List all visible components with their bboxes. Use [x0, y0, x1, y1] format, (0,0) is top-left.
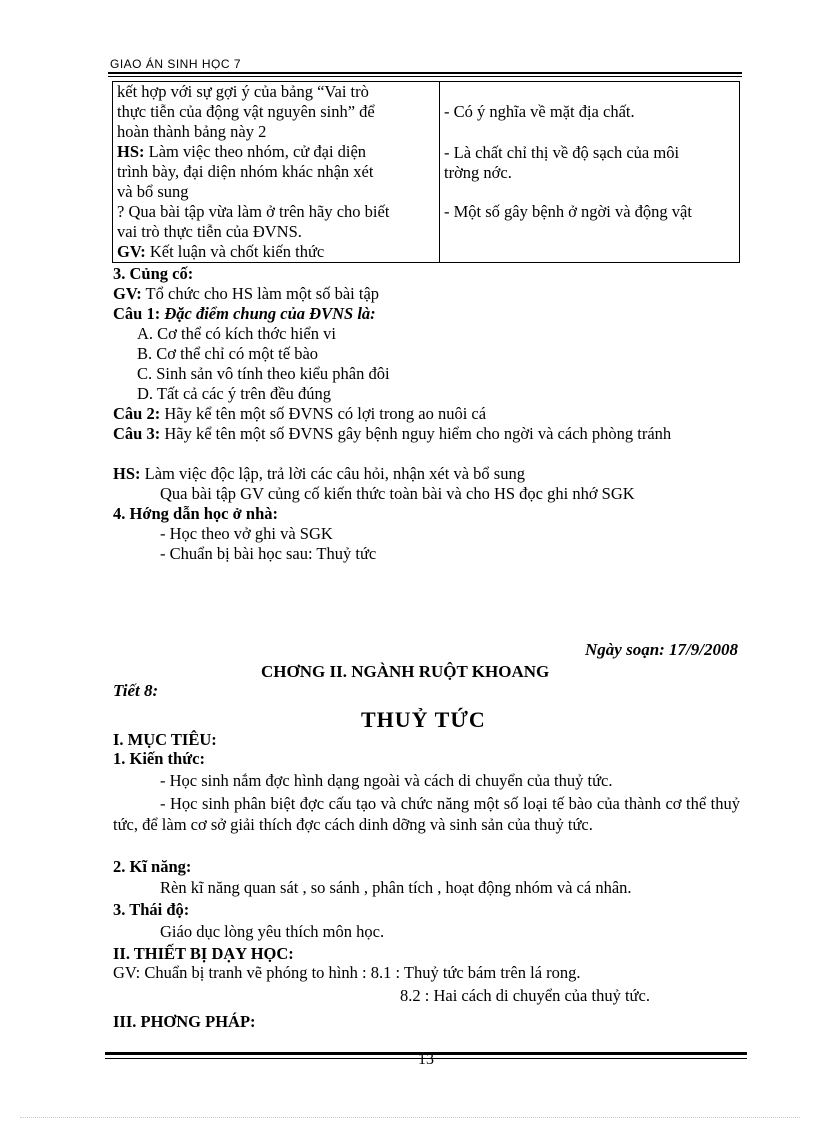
- q3-text: Hãy kể tên một số ĐVNS gây bệnh nguy hiểm cho ngời và cách phòng tránh: [160, 424, 672, 443]
- gv-text: Tổ chức cho HS làm một số bài tập: [141, 284, 380, 303]
- cell-line: Kết luận và chốt kiến thức: [145, 242, 325, 261]
- cell-line: trình bày, đại diện nhóm khác nhận xét: [117, 162, 374, 181]
- attitude-item: Giáo dục lòng yêu thích môn học.: [160, 922, 385, 941]
- section-consolidation-title: 3. Củng cố:: [113, 264, 194, 283]
- header-rule: [108, 72, 742, 74]
- q2-text: Hãy kể tên một số ĐVNS có lợi trong ao nuôi cá: [160, 404, 487, 423]
- equipment-title: II. THIẾT BỊ DẠY HỌC:: [113, 944, 294, 963]
- cell-line: kết hợp với sự gợi ý của bảng “Vai trò: [117, 82, 369, 101]
- hs-text: Làm việc độc lập, trả lời các câu hỏi, nhận xét và bổ sung: [140, 464, 525, 483]
- summary-line: Qua bài tập GV củng cố kiến thức toàn bài và cho HS đọc ghi nhớ SGK: [160, 484, 635, 503]
- q3-label: Câu 3:: [113, 424, 161, 443]
- knowledge-item: - Học sinh phân biệt đợc cấu tạo và chức năng một số loại tế bào của thành cơ thể thuỷ tức, để làm cơ sở giải thích đợc cách dinh dỡng và sinh sản của thuỷ tức.: [113, 794, 740, 834]
- lesson-number: Tiết 8:: [113, 681, 159, 700]
- method-title: III. PHƠNG PHÁP:: [113, 1012, 256, 1031]
- table-row: [113, 82, 740, 263]
- equipment-line: GV: Chuẩn bị tranh vẽ phóng to hình : 8.1 : Thuỷ tức bám trên lá rong.: [113, 963, 581, 982]
- hs-line: [113, 464, 525, 484]
- attitude-title: 3. Thái độ:: [113, 900, 190, 919]
- knowledge-title: 1. Kiến thức:: [113, 749, 205, 768]
- lesson-table: [112, 81, 740, 263]
- skills-item: Rèn kĩ năng quan sát , so sánh , phân tích , hoạt động nhóm và cá nhân.: [160, 878, 632, 897]
- cell-line: vai trò thực tiễn của ĐVNS.: [117, 222, 302, 241]
- page-edge-dots: [20, 1117, 800, 1118]
- question-3: [113, 424, 740, 444]
- homework-item: - Học theo vở ghi và SGK: [160, 524, 333, 543]
- gv-label: GV:: [117, 242, 146, 261]
- page-number: 13: [418, 1051, 434, 1068]
- homework-item: - Chuẩn bị bài học sau: Thuỷ tức: [160, 544, 377, 563]
- hs-label: HS:: [113, 464, 141, 483]
- cell-line: - Một số gây bệnh ở ngời và động vật: [444, 202, 692, 221]
- knowledge-item: - Học sinh nắm đợc hình dạng ngoài và cách di chuyển của thuỷ tức.: [160, 771, 613, 790]
- cell-line: - Là chất chỉ thị về độ sạch của môi: [444, 143, 680, 162]
- option-c: C. Sinh sản vô tính theo kiểu phân đôi: [137, 364, 390, 383]
- question-2: [113, 404, 486, 424]
- page-header: GIAO ÁN SINH HỌC 7: [110, 57, 242, 71]
- cell-line: và bổ sung: [117, 182, 189, 201]
- chapter-title: CHƠNG II. NGÀNH RUỘT KHOANG: [261, 662, 550, 681]
- option-a: A. Cơ thể có kích thớc hiển vi: [137, 324, 336, 343]
- question-1: [113, 304, 376, 324]
- table-cell-left: [113, 82, 440, 263]
- cell-line: thực tiễn của động vật nguyên sinh” để: [117, 102, 375, 121]
- cell-line: - Có ý nghĩa về mặt địa chất.: [444, 102, 635, 121]
- cell-line: trờng nớc.: [444, 163, 512, 182]
- gv-label: GV:: [113, 284, 142, 303]
- q2-label: Câu 2:: [113, 404, 161, 423]
- q1-text: Đặc điểm chung của ĐVNS là:: [160, 304, 376, 323]
- skills-title: 2. Kĩ năng:: [113, 857, 192, 876]
- prep-date: Ngày soạn: 17/9/2008: [585, 640, 738, 659]
- header-rule-thin: [108, 76, 742, 77]
- cell-line: Làm việc theo nhóm, cử đại diện: [144, 142, 367, 161]
- hs-label: HS:: [117, 142, 145, 161]
- gv-line: [113, 284, 379, 304]
- cell-line: hoàn thành bảng này 2: [117, 122, 267, 141]
- cell-line: ? Qua bài tập vừa làm ở trên hãy cho biết: [117, 202, 390, 221]
- q1-label: Câu 1:: [113, 304, 161, 323]
- equipment-line: 8.2 : Hai cách di chuyển của thuỷ tức.: [400, 986, 650, 1005]
- table-cell-right: [440, 82, 740, 263]
- option-b: B. Cơ thể chỉ có một tế bào: [137, 344, 319, 363]
- option-d: D. Tất cả các ý trên đều đúng: [137, 384, 331, 403]
- objectives-title: I. MỤC TIÊU:: [113, 730, 217, 749]
- section-homework-title: 4. Hớng dẫn học ở nhà:: [113, 504, 278, 523]
- lesson-title: THUỶ TỨC: [361, 707, 486, 732]
